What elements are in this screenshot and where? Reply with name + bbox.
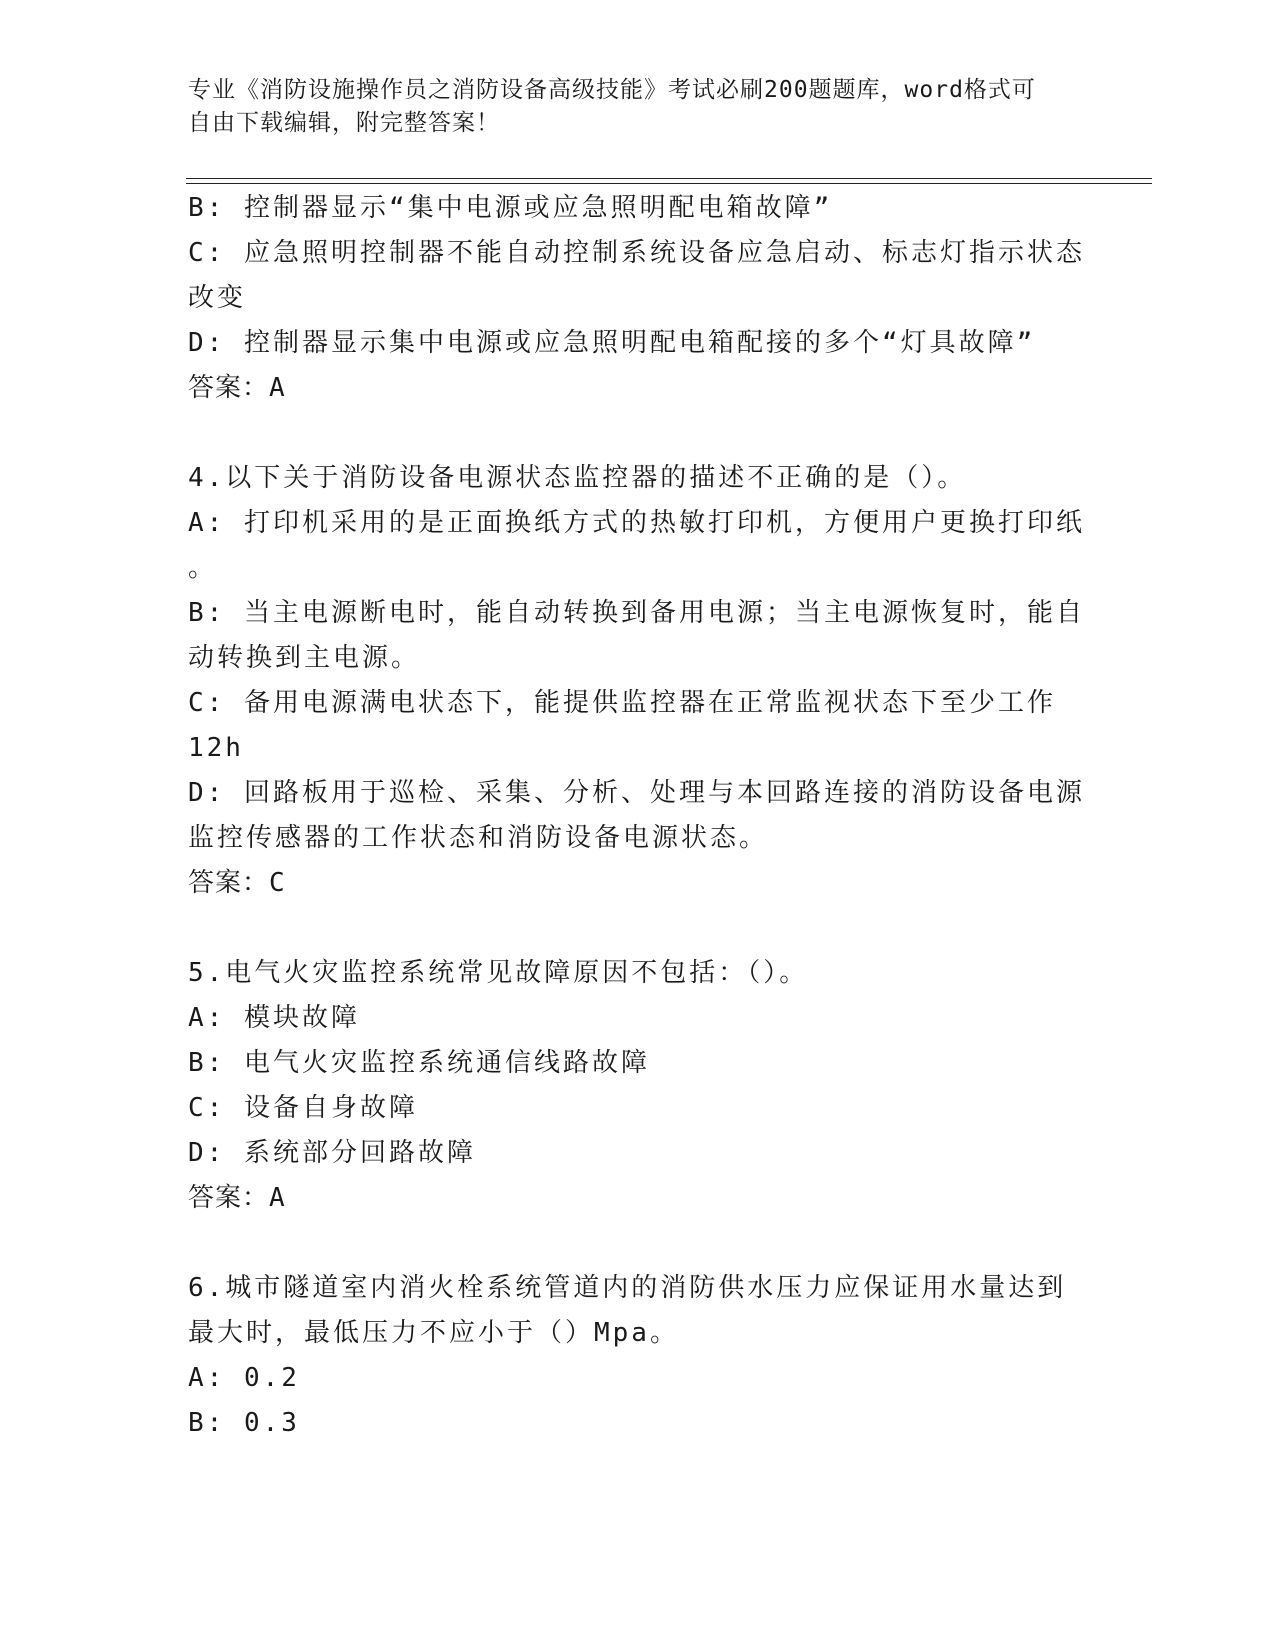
q5-answer: 答案：A	[188, 1183, 286, 1213]
q5-option-d: D: 系统部分回路故障	[188, 1138, 476, 1168]
question-3	[188, 186, 1088, 411]
q5-option-b: B: 电气火灾监控系统通信线路故障	[188, 1048, 650, 1078]
header-rule-top	[186, 178, 1152, 179]
q4-option-d-line2: 监控传感器的工作状态和消防设备电源状态。	[188, 823, 769, 853]
spacer	[188, 1221, 1088, 1266]
q4-stem: 4.以下关于消防设备电源状态监控器的描述不正确的是（）。	[188, 463, 967, 493]
q3-option-d: D: 控制器显示集中电源或应急照明配电箱配接的多个“灯具故障”	[188, 328, 1036, 358]
q4-option-c-line1: C: 备用电源满电状态下，能提供监控器在正常监视状态下至少工作	[188, 688, 1056, 718]
q3-option-b: B: 控制器显示“集中电源或应急照明配电箱故障”	[188, 193, 833, 223]
q4-option-a-line1: A: 打印机采用的是正面换纸方式的热敏打印机，方便用户更换打印纸	[188, 508, 1085, 538]
q4-option-a-line2: 。	[188, 553, 218, 583]
spacer	[188, 411, 1088, 456]
q6-stem-line2: 最大时，最低压力不应小于（）Mpa。	[188, 1318, 679, 1348]
document-header	[188, 74, 1088, 140]
q4-option-c-line2: 12h	[188, 733, 244, 763]
q3-option-c-line1: C: 应急照明控制器不能自动控制系统设备应急启动、标志灯指示状态	[188, 238, 1085, 268]
header-line-2: 自由下载编辑，附完整答案！	[188, 110, 500, 136]
q5-stem: 5.电气火灾监控系统常见故障原因不包括：（）。	[188, 958, 809, 988]
header-line-1: 专业《消防设施操作员之消防设备高级技能》考试必刷200题题库，word格式可	[188, 77, 1036, 103]
q5-option-a: A: 模块故障	[188, 1003, 360, 1033]
q4-option-d-line1: D: 回路板用于巡检、采集、分析、处理与本回路连接的消防设备电源	[188, 778, 1085, 808]
document-body	[188, 186, 1088, 1446]
question-6	[188, 1266, 1088, 1446]
q5-option-c: C: 设备自身故障	[188, 1093, 418, 1123]
q4-answer: 答案：C	[188, 868, 286, 898]
q6-option-a: A: 0.2	[188, 1363, 300, 1393]
q4-option-b-line1: B: 当主电源断电时，能自动转换到备用电源；当主电源恢复时，能自	[188, 598, 1085, 628]
q3-answer: 答案：A	[188, 373, 286, 403]
q3-option-c-line2: 改变	[188, 283, 247, 313]
question-4	[188, 456, 1088, 906]
q4-option-b-line2: 动转换到主电源。	[188, 643, 421, 673]
spacer	[188, 906, 1088, 951]
question-5	[188, 951, 1088, 1221]
q6-stem-line1: 6.城市隧道室内消火栓系统管道内的消防供水压力应保证用水量达到	[188, 1273, 1067, 1303]
q6-option-b: B: 0.3	[188, 1408, 300, 1438]
header-rule-bottom	[186, 183, 1152, 184]
